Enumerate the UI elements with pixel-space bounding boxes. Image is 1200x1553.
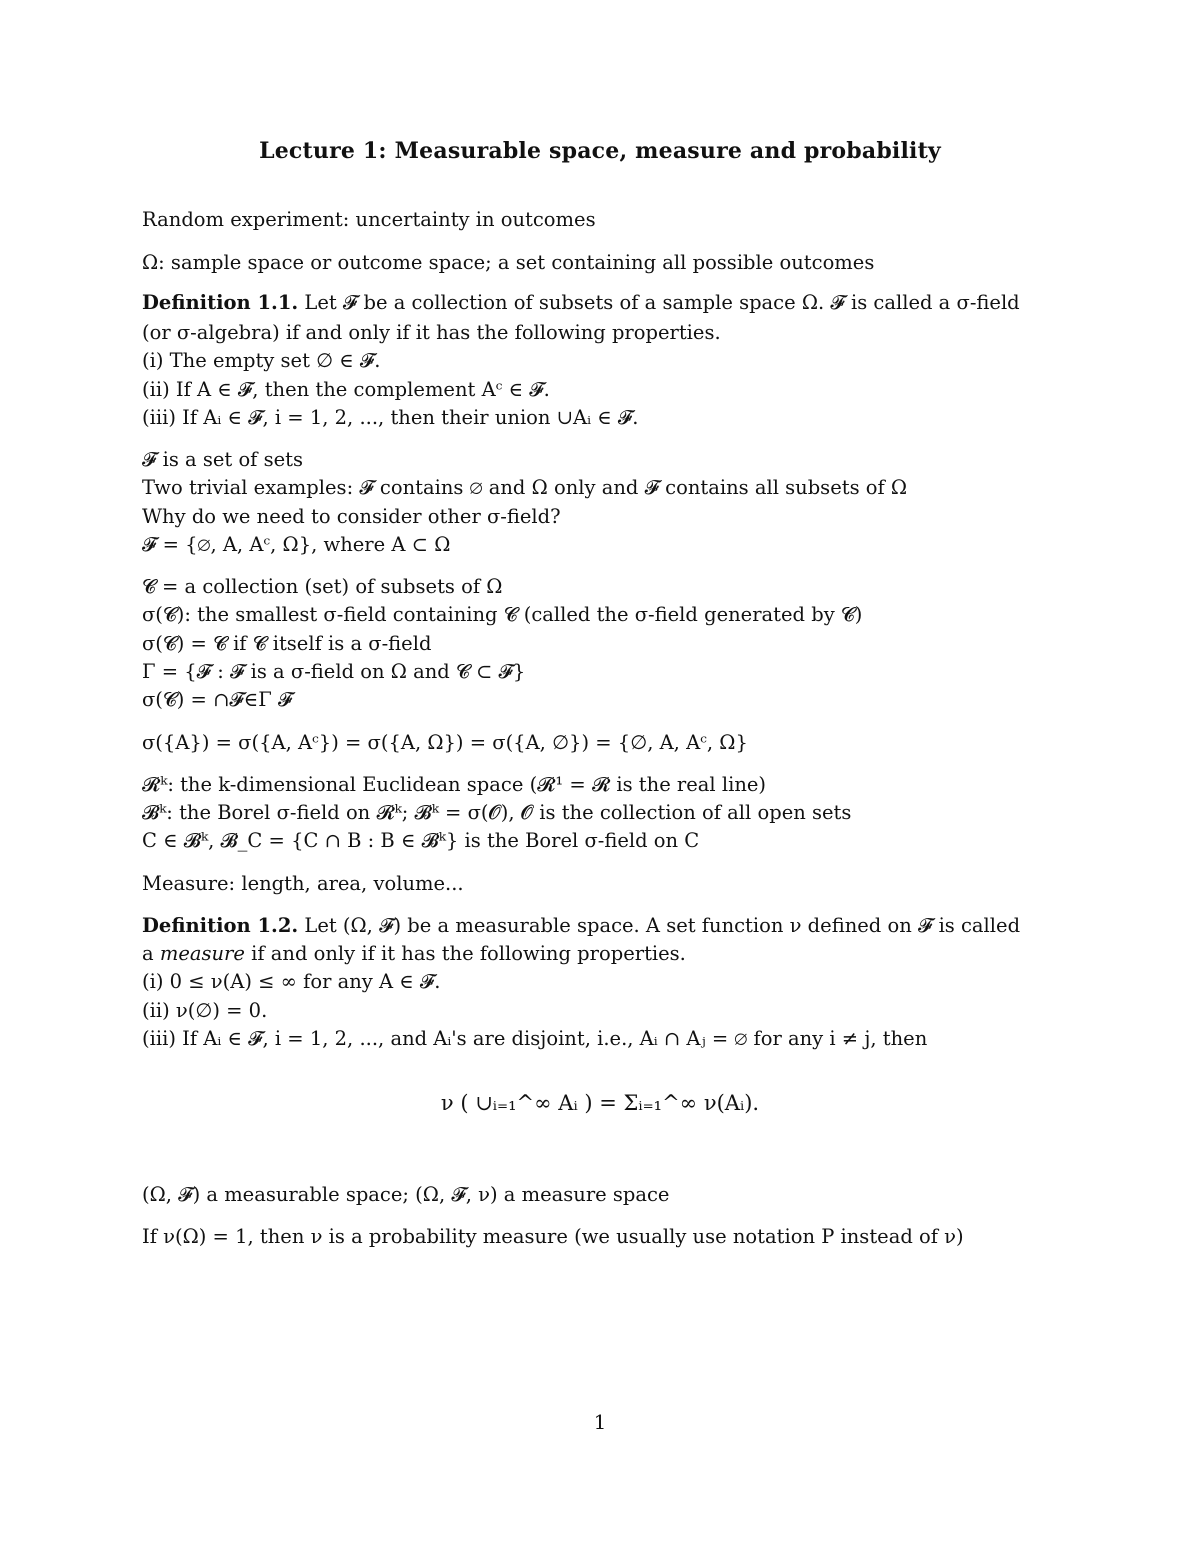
text-line: 𝓕 = {∅, A, Aᶜ, Ω}, where A ⊂ Ω	[142, 533, 451, 556]
text-line: 𝓕 is a set of sets	[142, 448, 303, 471]
text-line: σ(𝓒) = ∩𝓕∈Γ 𝓕	[142, 688, 293, 711]
text-line: Random experiment: uncertainty in outcomes	[142, 208, 596, 231]
definition-1-2	[142, 912, 1082, 940]
text-line: Ω: sample space or outcome space; a set containing all possible outcomes	[142, 251, 875, 274]
page-number: 1	[593, 1410, 607, 1434]
emphasis-measure: measure	[159, 942, 245, 965]
text-fragment: a	[142, 942, 160, 965]
text-line: 𝓡ᵏ: the k-dimensional Euclidean space (𝓡¹ = 𝓡 is the real line)	[142, 773, 767, 796]
text-line: (iii) If Aᵢ ∈ 𝓕, i = 1, 2, ..., and Aᵢ's are disjoint, i.e., Aᵢ ∩ Aⱼ = ∅ for any i ≠ j, then	[142, 1027, 928, 1050]
definition-label: Definition 1.1.	[142, 291, 299, 314]
text-line: C ∈ 𝓑ᵏ, 𝓑_C = {C ∩ B : B ∈ 𝓑ᵏ} is the Borel σ-field on C	[142, 829, 700, 852]
text-line: (i) The empty set ∅ ∈ 𝓕.	[142, 349, 381, 372]
text-line: If ν(Ω) = 1, then ν is a probability measure (we usually use notation P instead of ν)	[142, 1225, 964, 1248]
text-line: σ(𝓒) = 𝓒 if 𝓒 itself is a σ-field	[142, 632, 432, 655]
text-line: (ii) If A ∈ 𝓕, then the complement Aᶜ ∈ 𝓕.	[142, 378, 550, 401]
text-line: 𝓑ᵏ: the Borel σ-field on 𝓡ᵏ; 𝓑ᵏ = σ(𝓞), 𝓞 is the collection of all open sets	[142, 801, 852, 824]
definition-label: Definition 1.2.	[142, 914, 299, 937]
lecture-title: Lecture 1: Measurable space, measure and probability	[259, 138, 941, 164]
text-line: Two trivial examples: 𝓕 contains ∅ and Ω only and 𝓕 contains all subsets of Ω	[142, 476, 908, 499]
text-line: (ii) ν(∅) = 0.	[142, 999, 268, 1022]
text-line: Γ = {𝓕 : 𝓕 is a σ-field on Ω and 𝓒 ⊂ 𝓕}	[142, 660, 526, 683]
text-line: (iii) If Aᵢ ∈ 𝓕, i = 1, 2, ..., then their union ∪Aᵢ ∈ 𝓕.	[142, 406, 639, 429]
text-line	[142, 940, 1082, 968]
text-line: (or σ-algebra) if and only if it has the following properties.	[142, 321, 721, 344]
text-line: (Ω, 𝓕) a measurable space; (Ω, 𝓕, ν) a measure space	[142, 1183, 670, 1206]
text-line: σ(𝓒): the smallest σ-field containing 𝓒 (called the σ-field generated by 𝓒)	[142, 603, 863, 626]
text-line: (i) 0 ≤ ν(A) ≤ ∞ for any A ∈ 𝓕.	[142, 970, 441, 993]
countable-additivity-formula: ν ( ∪ᵢ₌₁^∞ Aᵢ ) = Σᵢ₌₁^∞ ν(Aᵢ).	[440, 1091, 760, 1115]
text-line: Why do we need to consider other σ-field?	[142, 505, 561, 528]
text-line: σ({A}) = σ({A, Aᶜ}) = σ({A, Ω}) = σ({A, ∅}) = {∅, A, Aᶜ, Ω}	[142, 731, 748, 754]
definition-1-1	[142, 289, 1082, 317]
definition-text: Let (Ω, 𝓕) be a measurable space. A set function ν defined on 𝓕 is called	[298, 914, 1021, 937]
text-fragment: if and only if it has the following properties.	[244, 942, 686, 965]
text-line: 𝓒 = a collection (set) of subsets of Ω	[142, 575, 503, 598]
text-line: Measure: length, area, volume...	[142, 872, 464, 895]
definition-text: Let 𝓕 be a collection of subsets of a sample space Ω. 𝓕 is called a σ-field	[298, 291, 1020, 314]
